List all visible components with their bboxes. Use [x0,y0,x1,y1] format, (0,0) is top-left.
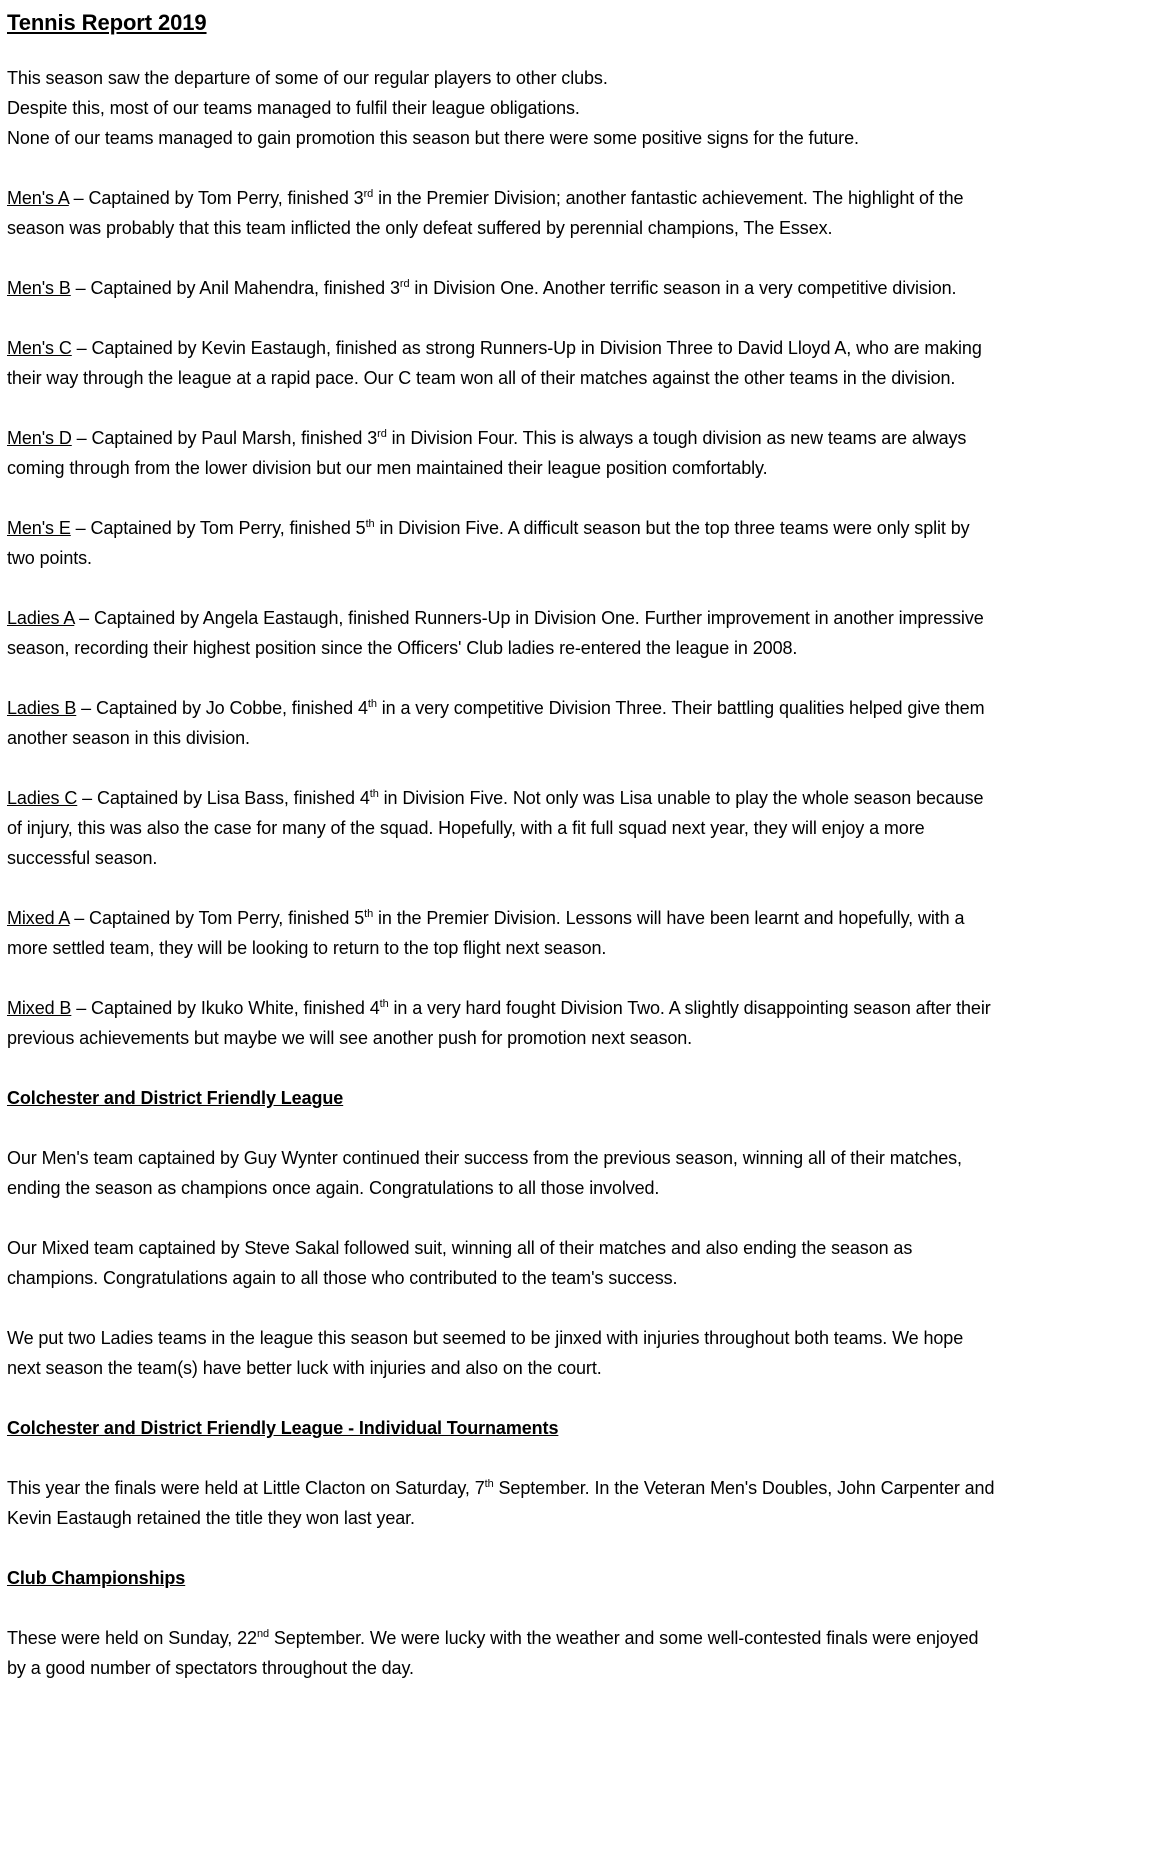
friendly-mixed-paragraph: Our Mixed team captained by Steve Sakal followed suit, winning all of their matches and also ending the season as champions. Congratulations again to all those who contributed to the team's success. [7,1238,913,1288]
mixed-b-paragraph: Mixed B – Captained by Ikuko White, finished 4th in a very hard fought Division Two. A slightly disappointing season after their previous achievements but maybe we will see another push for promotion next season. [7,998,991,1048]
club-championships-heading: Club Championships [7,1568,186,1588]
club-championships-paragraph: These were held on Sunday, 22nd September. We were lucky with the weather and some well-contested finals were enjoyed by a good number of spectators throughout the day. [7,1628,979,1678]
individual-tournaments-paragraph: This year the finals were held at Little Clacton on Saturday, 7th September. In the Veteran Men's Doubles, John Carpenter and Kevin Eastaugh retained the title they won last year. [7,1478,995,1528]
ladies-a-paragraph: Ladies A – Captained by Angela Eastaugh, finished Runners-Up in Division One. Further improvement in another impressive season, recording their highest position since the Officers' Club ladies re-entered the league in 2008. [7,608,984,658]
intro-paragraph: This season saw the departure of some of our regular players to other clubs. Despite this, most of our teams managed to fulfil their league obligations. None of our teams managed to gain promotion this season but there were some positive signs for the future. [7,68,859,148]
friendly-mens-paragraph: Our Men's team captained by Guy Wynter continued their success from the previous season, winning all of their matches, ending the season as champions once again. Congratulations to all those involved. [7,1148,962,1198]
document-title: Tennis Report 2019 [7,10,207,35]
mens-a-paragraph: Men's A – Captained by Tom Perry, finished 3rd in the Premier Division; another fantastic achievement. The highlight of the season was probably that this team inflicted the only defeat suffered by perennial champions, The Essex. [7,188,964,238]
friendly-ladies-paragraph: We put two Ladies teams in the league this season but seemed to be jinxed with injuries throughout both teams. We hope next season the team(s) have better luck with injuries and also on the court. [7,1328,964,1378]
mens-d-paragraph: Men's D – Captained by Paul Marsh, finished 3rd in Division Four. This is always a tough division as new teams are always coming through from the lower division but our men maintained their league position comfortably. [7,428,967,478]
ladies-c-paragraph: Ladies C – Captained by Lisa Bass, finished 4th in Division Five. Not only was Lisa unable to play the whole season because of injury, this was also the case for many of the squad. Hopefully, with a fit full squad next year, they will enjoy a more successful season. [7,788,984,868]
individual-tournaments-heading: Colchester and District Friendly League - Individual Tournaments [7,1418,559,1438]
mens-c-paragraph: Men's C – Captained by Kevin Eastaugh, finished as strong Runners-Up in Division Three to David Lloyd A, who are making their way through the league at a rapid pace. Our C team won all of their matches against the other teams in the division. [7,338,982,388]
mens-b-paragraph: Men's B – Captained by Anil Mahendra, finished 3rd in Division One. Another terrific season in a very competitive division. [7,278,957,298]
mens-e-paragraph: Men's E – Captained by Tom Perry, finished 5th in Division Five. A difficult season but the top three teams were only split by two points. [7,518,970,568]
document-body [7,63,995,1683]
ladies-b-paragraph: Ladies B – Captained by Jo Cobbe, finished 4th in a very competitive Division Three. Their battling qualities helped give them another season in this division. [7,698,985,748]
mixed-a-paragraph: Mixed A – Captained by Tom Perry, finished 5th in the Premier Division. Lessons will have been learnt and hopefully, with a more settled team, they will be looking to return to the top flight next season. [7,908,965,958]
friendly-league-heading: Colchester and District Friendly League [7,1088,344,1108]
